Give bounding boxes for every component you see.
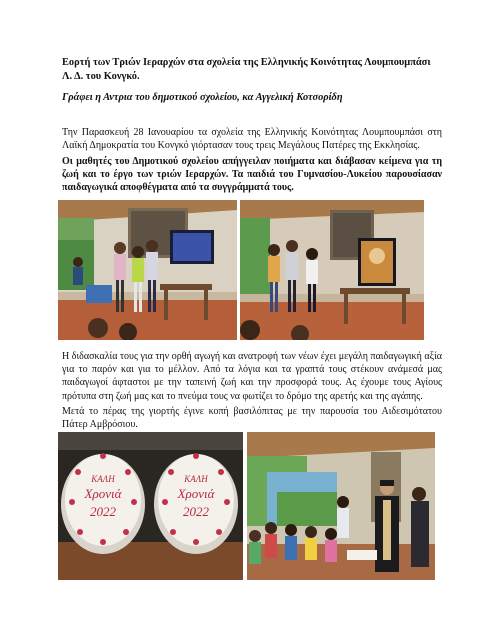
paragraph-students: Οι μαθητές του Δημοτικού σχολείου απήγγειλαν ποιήματα και διάβασαν κείμενα για τη ζωή και το έργο των τριών Ιεραρχών. Τα παιδιά του Γυμνασίου-Λυκείου παρουσίασαν παιδαγωγικά αποφθέγματα από τα συγγράμματά τους. bbox=[62, 156, 442, 194]
photo-vasilopita-cakes bbox=[58, 432, 243, 580]
paragraph-teaching: Η διδασκαλία τους για την ορθή αγωγή και ανατροφή των νέων έχει μεγάλη παιδαγωγική αξία για το παρόν και για το μέλλον. Από τα λόγια και τα γραπτά τους στέκουν ανάμεσά μας παιδαγωγοί άφταστοι με την ταπεινή ζωή και την προσφορά τους. Ας έχουμε τους Αγίους πρότυπα στη ζωή μας και το πνεύμα τους να φωτίζει το δρόμο της αρετής και της αγάπης. bbox=[62, 351, 442, 402]
photo-priest-children bbox=[247, 432, 435, 580]
photo-students-screen bbox=[240, 200, 424, 340]
cake-left-line2: Χρονιά bbox=[84, 486, 122, 501]
article-author: Γράφει η Αντρια του δημοτικού σχολείου, κα Αγγελική Κοτσορίδη bbox=[62, 92, 343, 103]
photo-students-presenting bbox=[58, 200, 237, 340]
cake-left-line1: ΚΑΛΗ bbox=[91, 474, 115, 484]
cake-left-line3: 2022 bbox=[90, 504, 116, 519]
cake-right-line1: ΚΑΛΗ bbox=[184, 474, 208, 484]
article-title: Εορτή των Τριών Ιεραρχών στα σχολεία της Ελληνικής Κοινότητας Λουμπουμπάσι Λ. Δ. του Κονγκό. bbox=[62, 57, 431, 82]
paragraph-intro: Την Παρασκευή 28 Ιανουαρίου τα σχολεία της Ελληνικής Κοινότητας Λουμπουμπάσι στη Λαϊκή Δημοκρατία του Κονγκό γιόρτασαν τους τρεις Μεγάλους Πατέρες της Εκκλησίας. bbox=[62, 127, 442, 152]
cake-right-line3: 2022 bbox=[183, 504, 209, 519]
cake-right-line2: Χρονιά bbox=[177, 486, 215, 501]
paragraph-vasilopita: Μετά το πέρας της γιορτής έγινε κοπή βασιλόπιτας με την παρουσία του Αιδεσιμότατου Πάτερ Αμβρόσιου. bbox=[62, 406, 442, 431]
